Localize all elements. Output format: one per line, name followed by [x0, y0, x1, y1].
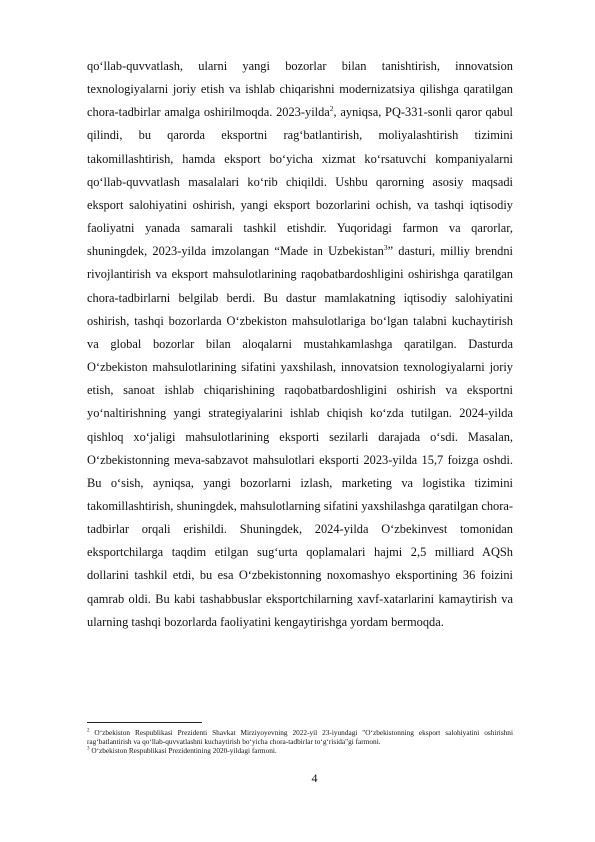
footnote-mark-3: 3	[87, 746, 90, 752]
footnote-ref-2[interactable]: 2	[329, 104, 334, 114]
body-text-part-2: , ayniqsa, PQ-331-sonli qaror qabul qilindi, bu qarorda eksportni rag‘batlantirish, moliyalashtirish tizimini takomillashtirish, hamda eksport bo‘yicha xizmat ko‘rsatuvchi kompaniyalarni qo‘llab-quvvatlash masalalari ko‘rib chiqildi. Ushbu qarorning asosiy maqsadi eksport salohiyatini oshirish, yangi eksport bozorlarini ochish, va tashqi iqtisodiy faoliyatni yanada samarali tashkil etishdir. Yuqoridagi farmon va qarorlar, shuningdek, 2023-yilda imzolangan “Made in Uzbekistan	[87, 105, 513, 259]
footnotes	[87, 728, 513, 756]
footnote-3	[87, 746, 513, 755]
footnote-text-3: O‘zbekiston Respublikasi Prezidentining 2020-yildagi farmoni.	[89, 746, 277, 756]
page-number: 4	[311, 771, 318, 785]
footnote-text-2: O‘zbekiston Respublikasi Prezidenti Shavkat Mirziyoyevning 2022-yil 23-iyundagi "O‘zbekistonning eksport salohiyatini oshirishni rag‘batlantirish va qo‘llab-quvvatlashni kuchaytirish bo‘yicha chora-tadbirlar to‘g‘risida"gi farmoni.	[87, 728, 513, 747]
footnote-ref-3[interactable]: 3	[383, 243, 388, 253]
footnote-2	[87, 728, 513, 746]
body-text-part-1: qo‘llab-quvvatlash, ularni yangi bozorlar bilan tanishtirish, innovatsion texnologiyalarni joriy etish va ishlab chiqarishni modernizatsiya qilishga qaratilgan chora-tadbirlar amalga oshirilmoqda. 2023-yilda	[87, 59, 513, 120]
body-text-part-3: ” dasturi, milliy brendni rivojlantirish va eksport mahsulotlarining raqobatbardoshligini oshirishga qaratilgan chora-tadbirlarni belgilab berdi. Bu dastur mamlakatning iqtisodiy salohiyatini oshirish, tashqi bozorlarda O‘zbekiston mahsulotlariga bo‘lgan talabni kuchaytirish va global bozorlar bilan aloqalarni mustahkamlashga qaratilgan. Dasturda O‘zbekiston mahsulotlarining sifatini yaxshilash, innovatsion texnologiyalarni joriy etish, sanoat ishlab chiqarishining raqobatbardoshligini oshirish va eksportni yo‘naltirishning yangi strategiyalarini ishlab chiqish ko‘zda tutilgan. 2024-yilda qishloq xo‘jaligi mahsulotlarining eksporti sezilarli darajada o‘sdi. Masalan, O‘zbekistonning meva-sabzavot mahsulotlari eksporti 2023-yilda 15,7 foizga oshdi. Bu o‘sish, ayniqsa, yangi bozorlarni izlash, marketing va logistika tizimini takomillashtirish, shuningdek, mahsulotlarning sifatini yaxshilashga qaratilgan chora-tadbirlar orqali erishildi. Shuningdek, 2024-yilda O‘zbekinvest tomonidan eksportchilarga taqdim etilgan sug‘urta qoplamalari hajmi 2,5 milliard AQSh dollarini tashkil etdi, bu esa O‘zbekistonning noxomashyo eksportining 36 foizini qamrab oldi. Bu kabi tashabbuslar eksportchilarning xavf-xatarlarini kamaytirish va ularning tashqi bozorlarda faoliyatini kengaytirishga yordam bermoqda.	[87, 244, 513, 629]
footnote-mark-2: 2	[87, 728, 90, 734]
footnote-divider	[87, 722, 202, 723]
body-paragraph	[87, 55, 513, 634]
